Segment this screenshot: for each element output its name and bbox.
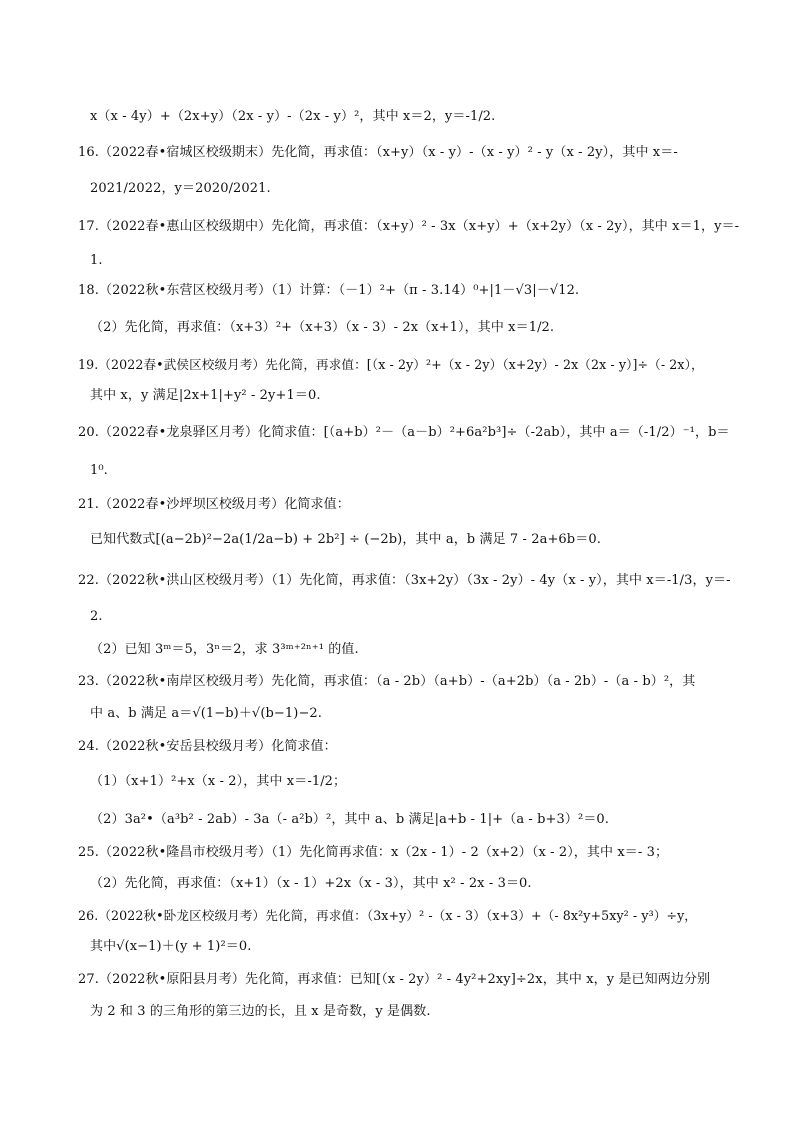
problem-23: 23.（2022秋•南岸区校级月考）先化简，再求值：（a - 2b）（a+b）-（a+2b）（a - 2b）-（a - b）²，其 bbox=[78, 674, 696, 689]
problem-25-part-2: （2）先化简，再求值：（x+1）（x - 1）+2x（x - 3），其中 x² - 2x - 3＝0. bbox=[90, 876, 532, 891]
problem-20-continuation: 1⁰. bbox=[90, 463, 108, 478]
problem-19: 19.（2022春•武侯区校级月考）先化简，再求值：[（x - 2y）²+（x - 2y）（x+2y）- 2x（2x - y）]÷（- 2x）， bbox=[78, 357, 704, 372]
problem-17-continuation: 1. bbox=[90, 253, 103, 268]
problem-25: 25.（2022秋•隆昌市校级月考）（1）先化简再求值：x（2x - 1）- 2（x+2）（x - 2），其中 x＝- 3； bbox=[78, 845, 669, 860]
problem-17: 17.（2022春•惠山区校级期中）先化简，再求值：（x+y）² - 3x（x+y）+（x+2y）（x - 2y），其中 x＝1，y＝- bbox=[78, 219, 740, 234]
problem-26: 26.（2022秋•卧龙区校级月考）先化简，再求值：（3x+y）² -（x - 3）（x+3）+（- 8x²y+5xy² - y³）÷y， bbox=[78, 908, 697, 923]
problem-26-continuation: 其中√(x−1)＋(y + 1)²＝0. bbox=[90, 939, 252, 954]
problem-23-continuation: 中 a、b 满足 a＝√(1−b)＋√(b−1)−2. bbox=[90, 706, 323, 721]
problem-19-continuation: 其中 x，y 满足|2x+1|+y² - 2y+1＝0. bbox=[90, 388, 321, 403]
problem-20: 20.（2022春•龙泉驿区月考）化简求值：[（a+b）²－（a－b）²+6a²b³]÷（-2ab），其中 a＝（-1/2）⁻¹，b＝ bbox=[78, 425, 730, 440]
problem-22-continuation: 2. bbox=[90, 609, 103, 624]
problem-18: 18.（2022秋•东营区校级月考）（1）计算：（－1）²+（π - 3.14）⁰+|1－√3|－√12. bbox=[78, 283, 580, 298]
problem-22-part-2: （2）已知 3ᵐ＝5，3ⁿ＝2，求 3³ᵐ⁺²ⁿ⁺¹ 的值. bbox=[90, 642, 359, 657]
problem-16-continuation: 2021/2022，y＝2020/2021. bbox=[90, 181, 271, 196]
problem-22: 22.（2022秋•洪山区校级月考）（1）先化简，再求值：（3x+2y）（3x - 2y）- 4y（x - y），其中 x＝-1/3，y＝- bbox=[78, 573, 731, 588]
problem-18-part-2: （2）先化简，再求值：（x+3）²+（x+3）（x - 3）- 2x（x+1），其中 x＝1/2. bbox=[90, 320, 555, 335]
problem-24-part-1: （1）（x+1）²+x（x - 2），其中 x＝-1/2； bbox=[90, 774, 347, 789]
problem-21-expression: 已知代数式[(a−2b)²−2a(1/2a−b) + 2b²] ÷ (−2b)，其中 a，b 满足 7 - 2a+6b＝0. bbox=[90, 532, 601, 547]
problem-27: 27.（2022秋•原阳县月考）先化简，再求值：已知[（x - 2y）² - 4y²+2xy]÷2x，其中 x，y 是已知两边分别 bbox=[78, 972, 711, 987]
problem-24-part-2: （2）3a²•（a³b² - 2ab）- 3a（- a²b）²，其中 a、b 满足|a+b - 1|+（a - b+3）²＝0. bbox=[90, 812, 610, 827]
problem-24: 24.（2022秋•安岳县校级月考）化简求值： bbox=[78, 739, 337, 754]
problem-21: 21.（2022春•沙坪坝区校级月考）化简求值： bbox=[78, 497, 350, 512]
problem-16: 16.（2022春•宿城区校级期末）先化简，再求值：（x+y）（x - y）-（x - y）² - y（x - 2y），其中 x＝- bbox=[78, 145, 678, 160]
problem-15-continuation: x（x - 4y）+（2x+y）（2x - y）-（2x - y）²，其中 x＝2，y＝-1/2. bbox=[90, 109, 496, 124]
problem-27-continuation: 为 2 和 3 的三角形的第三边的长，且 x 是奇数，y 是偶数. bbox=[90, 1004, 431, 1019]
